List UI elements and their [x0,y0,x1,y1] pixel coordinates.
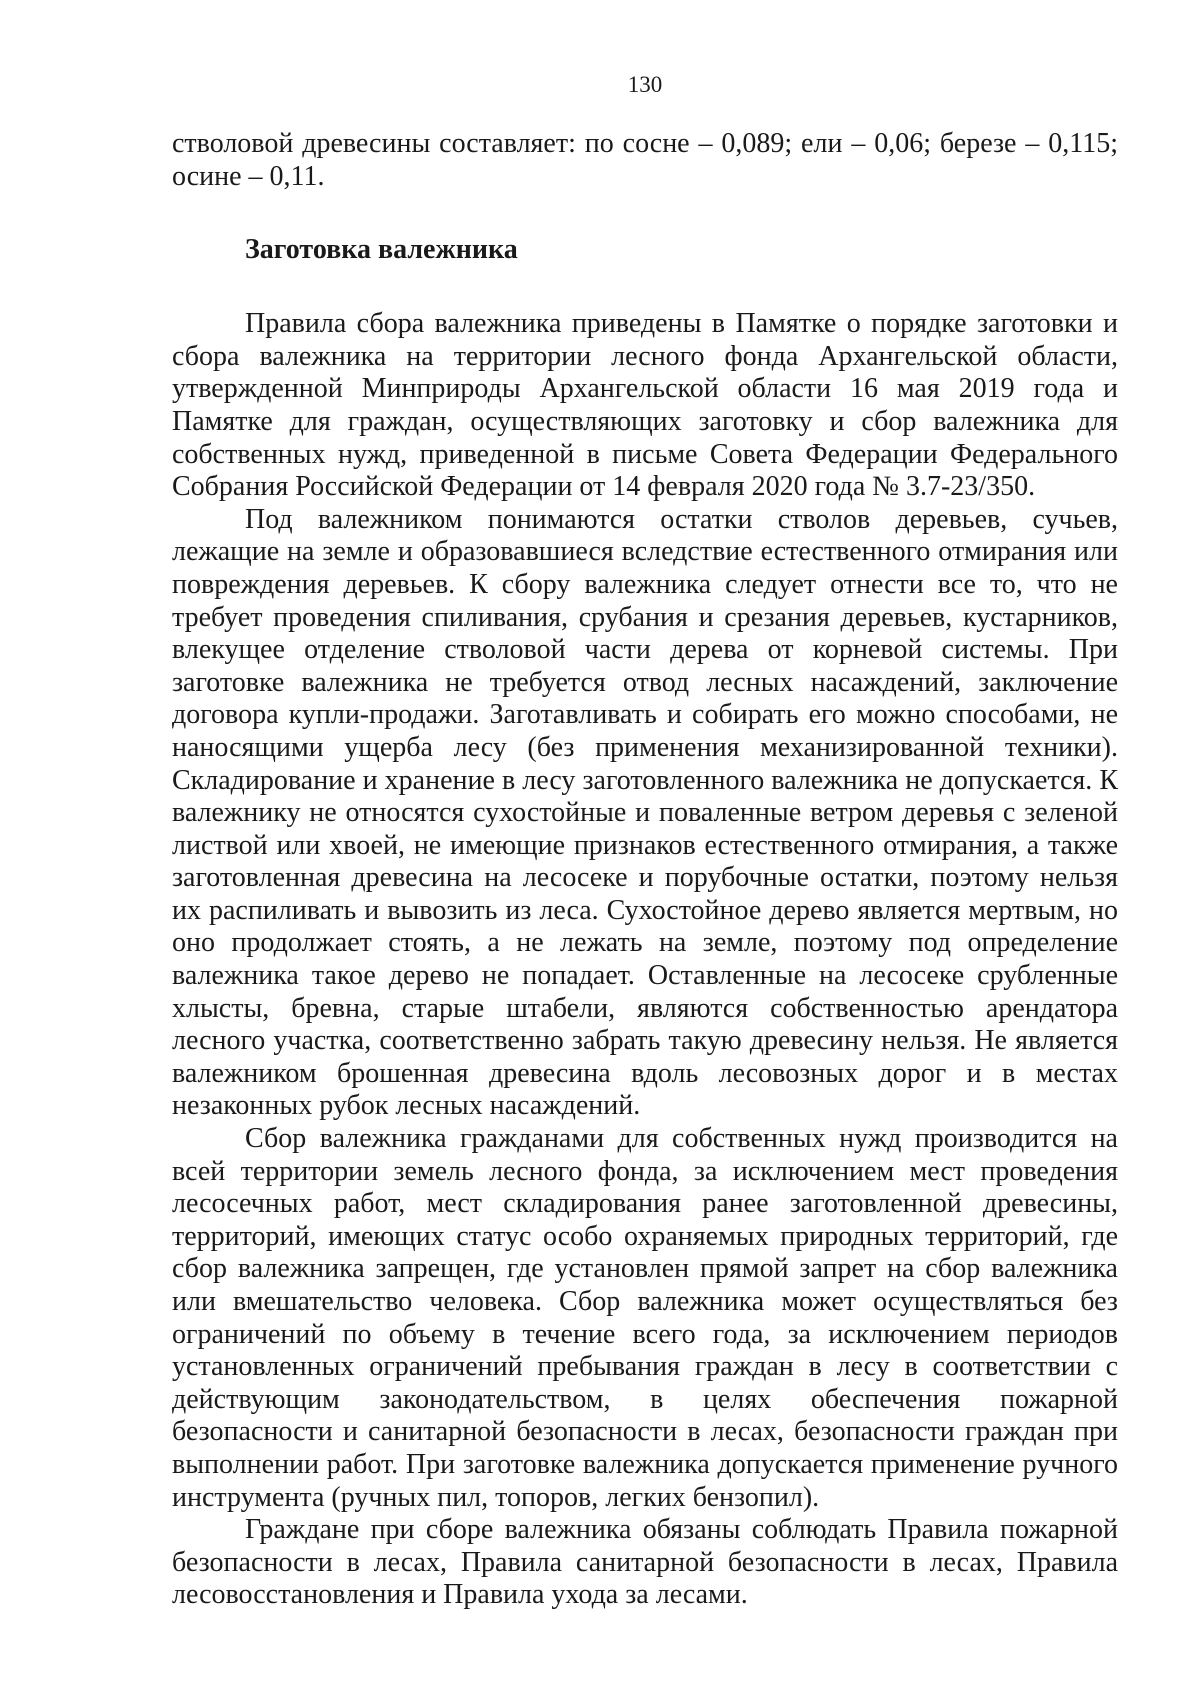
continuation-paragraph: стволовой древесины составляет: по сосне – 0,089; ели – 0,06; березе – 0,115; осине – 0,11. [172,128,1118,192]
paragraph-collection-rules: Правила сбора валежника приведены в Памятке о порядке заготовки и сбора валежника на территории лесного фонда Архангельской области, утвержденной Минприроды Архангельской области 16 мая 2019 года и Памятке для граждан, осуществляющих заготовку и сбор валежника для собственных нужд, приведенной в письме Совета Федерации Федерального Собрания Российской Федерации от 14 февраля 2020 года № 3.7-23/350. [172,308,1118,503]
paragraph-citizen-obligations: Граждане при сборе валежника обязаны соблюдать Правила пожарной безопасности в лесах, Правила санитарной безопасности в лесах, Правила лесовосстановления и Правила ухода за лесами. [172,1514,1118,1611]
paragraph-deadwood-definition: Под валежником понимаются остатки стволов деревьев, сучьев, лежащие на земле и образовавшиеся вследствие естественного отмирания или повреждения деревьев. К сбору валежника следует отнести все то, что не требует проведения спиливания, срубания и срезания деревьев, кустарников, влекущее отделение стволовой части дерева от корневой системы. При заготовке валежника не требуется отвод лесных насаждений, заключение договора купли-продажи. Заготавливать и собирать его можно способами, не наносящими ущерба лесу (без применения механизированной техники). Складирование и хранение в лесу заготовленного валежника не допускается. К валежнику не относятся сухостойные и поваленные ветром деревья с зеленой листвой или хвоей, не имеющие признаков естественного отмирания, а также заготовленная древесина на лесосеке и порубочные остатки, поэтому нельзя их распиливать и вывозить из леса. Сухостойное дерево является мертвым, но оно продолжает стоять, а не лежать на земле, поэтому под определение валежника такое дерево не попадает. Оставленные на лесосеке срубленные хлысты, бревна, старые штабели, являются собственностью арендатора лесного участка, соответственно забрать такую древесину нельзя. Не является валежником брошенная древесина вдоль лесовозных дорог и в местах незаконных рубок лесных насаждений. [172,503,1118,1122]
page-number: 130 [627,72,663,97]
paragraph-collection-territory: Сбор валежника гражданами для собственных нужд производится на всей территории земель лесного фонда, за исключением мест проведения лесосечных работ, мест складирования ранее заготовленной древесины, территорий, имеющих статус особо охраняемых природных территорий, где сбор валежника запрещен, где установлен прямой запрет на сбор валежника или вмешательство человека. Сбор валежника может осуществляться без ограничений по объему в течение всего года, за исключением периодов установленных ограничений пребывания граждан в лесу в соответствии с действующим законодательством, в целях обеспечения пожарной безопасности и санитарной безопасности в лесах, безопасности граждан при выполнении работ. При заготовке валежника допускается применение ручного инструмента (ручных пил, топоров, легких бензопил). [172,1123,1118,1513]
section-heading: Заготовка валежника [245,234,518,266]
document-body [172,128,1118,1612]
